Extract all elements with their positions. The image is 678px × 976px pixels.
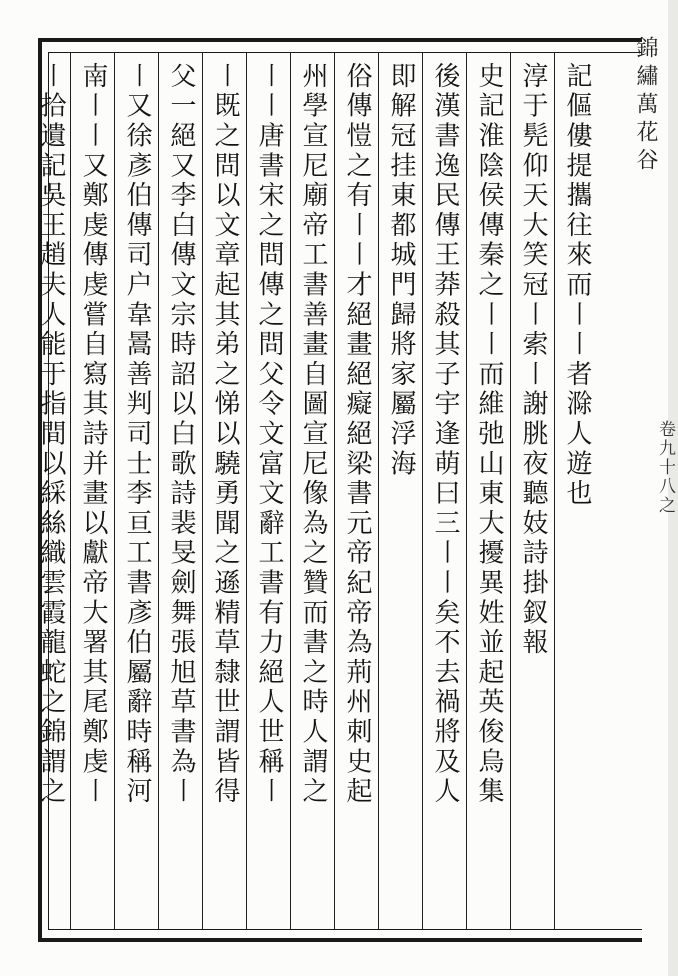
text-column-12: 南〡〡又鄭虔傳虔嘗自寫其詩并畫以獻帝大署其尾鄭虔〡: [78, 62, 108, 807]
text-column-6: 俗傳愷之有〡〡才絕畫絕癡絕梁書元帝紀帝為荊州刺史起: [342, 62, 372, 807]
column-rule: [290, 52, 291, 930]
margin-header: 錦繡萬花谷: [633, 36, 658, 176]
column-rule: [202, 52, 203, 930]
column-rule: [422, 52, 423, 930]
text-column-5: 即解冠挂東都城門歸將家屬浮海: [386, 62, 416, 480]
column-rule: [114, 52, 115, 930]
text-column-11: 〡又徐彥伯傳司户韋暠善判司士李亘工書彥伯屬辭時稱河: [122, 62, 152, 807]
column-rule: [158, 52, 159, 930]
text-column-2: 淳于髡仰天大笑冠〡索〡謝朓夜聽妓詩掛釵報: [518, 62, 548, 658]
text-column-10: 父一絕又李白傳文宗時詔以白歌詩裴旻劍舞張旭草書為〡: [166, 62, 196, 807]
text-column-3: 史記淮陰侯傳秦之〡〡而維弛山東大擾異姓並起英俊烏集: [474, 62, 504, 807]
text-column-7: 州學宣尼廟帝工書善畫自圖宣尼像為之贊而書之時人謂之: [298, 62, 328, 807]
column-rule: [246, 52, 247, 930]
column-rule: [466, 52, 467, 930]
text-column-1: 記傴僂提攜往來而〡〡者滁人遊也: [562, 62, 592, 509]
text-column-8: 〡〡唐書宋之問傳之問父令文富文辭工書有力絕人世稱〡: [254, 62, 284, 807]
column-rule: [334, 52, 335, 930]
text-column-9: 〡既之問以文章起其弟之悌以驍勇聞之遜精草隸世謂皆得: [210, 62, 240, 807]
text-column-13: 〡拾遺記吳王趙夫人能于指間以綵絲織雲霞龍蛇之錦謂之: [36, 62, 66, 807]
column-rule: [70, 52, 71, 930]
folio-label: 卷九十八之: [655, 420, 675, 515]
column-rule: [510, 52, 511, 930]
column-rule: [554, 52, 555, 930]
text-column-4: 後漢書逸民傳王莽殺其子宇逢萌曰三〡〡矣不去禍將及人: [430, 62, 460, 807]
column-rule: [378, 52, 379, 930]
